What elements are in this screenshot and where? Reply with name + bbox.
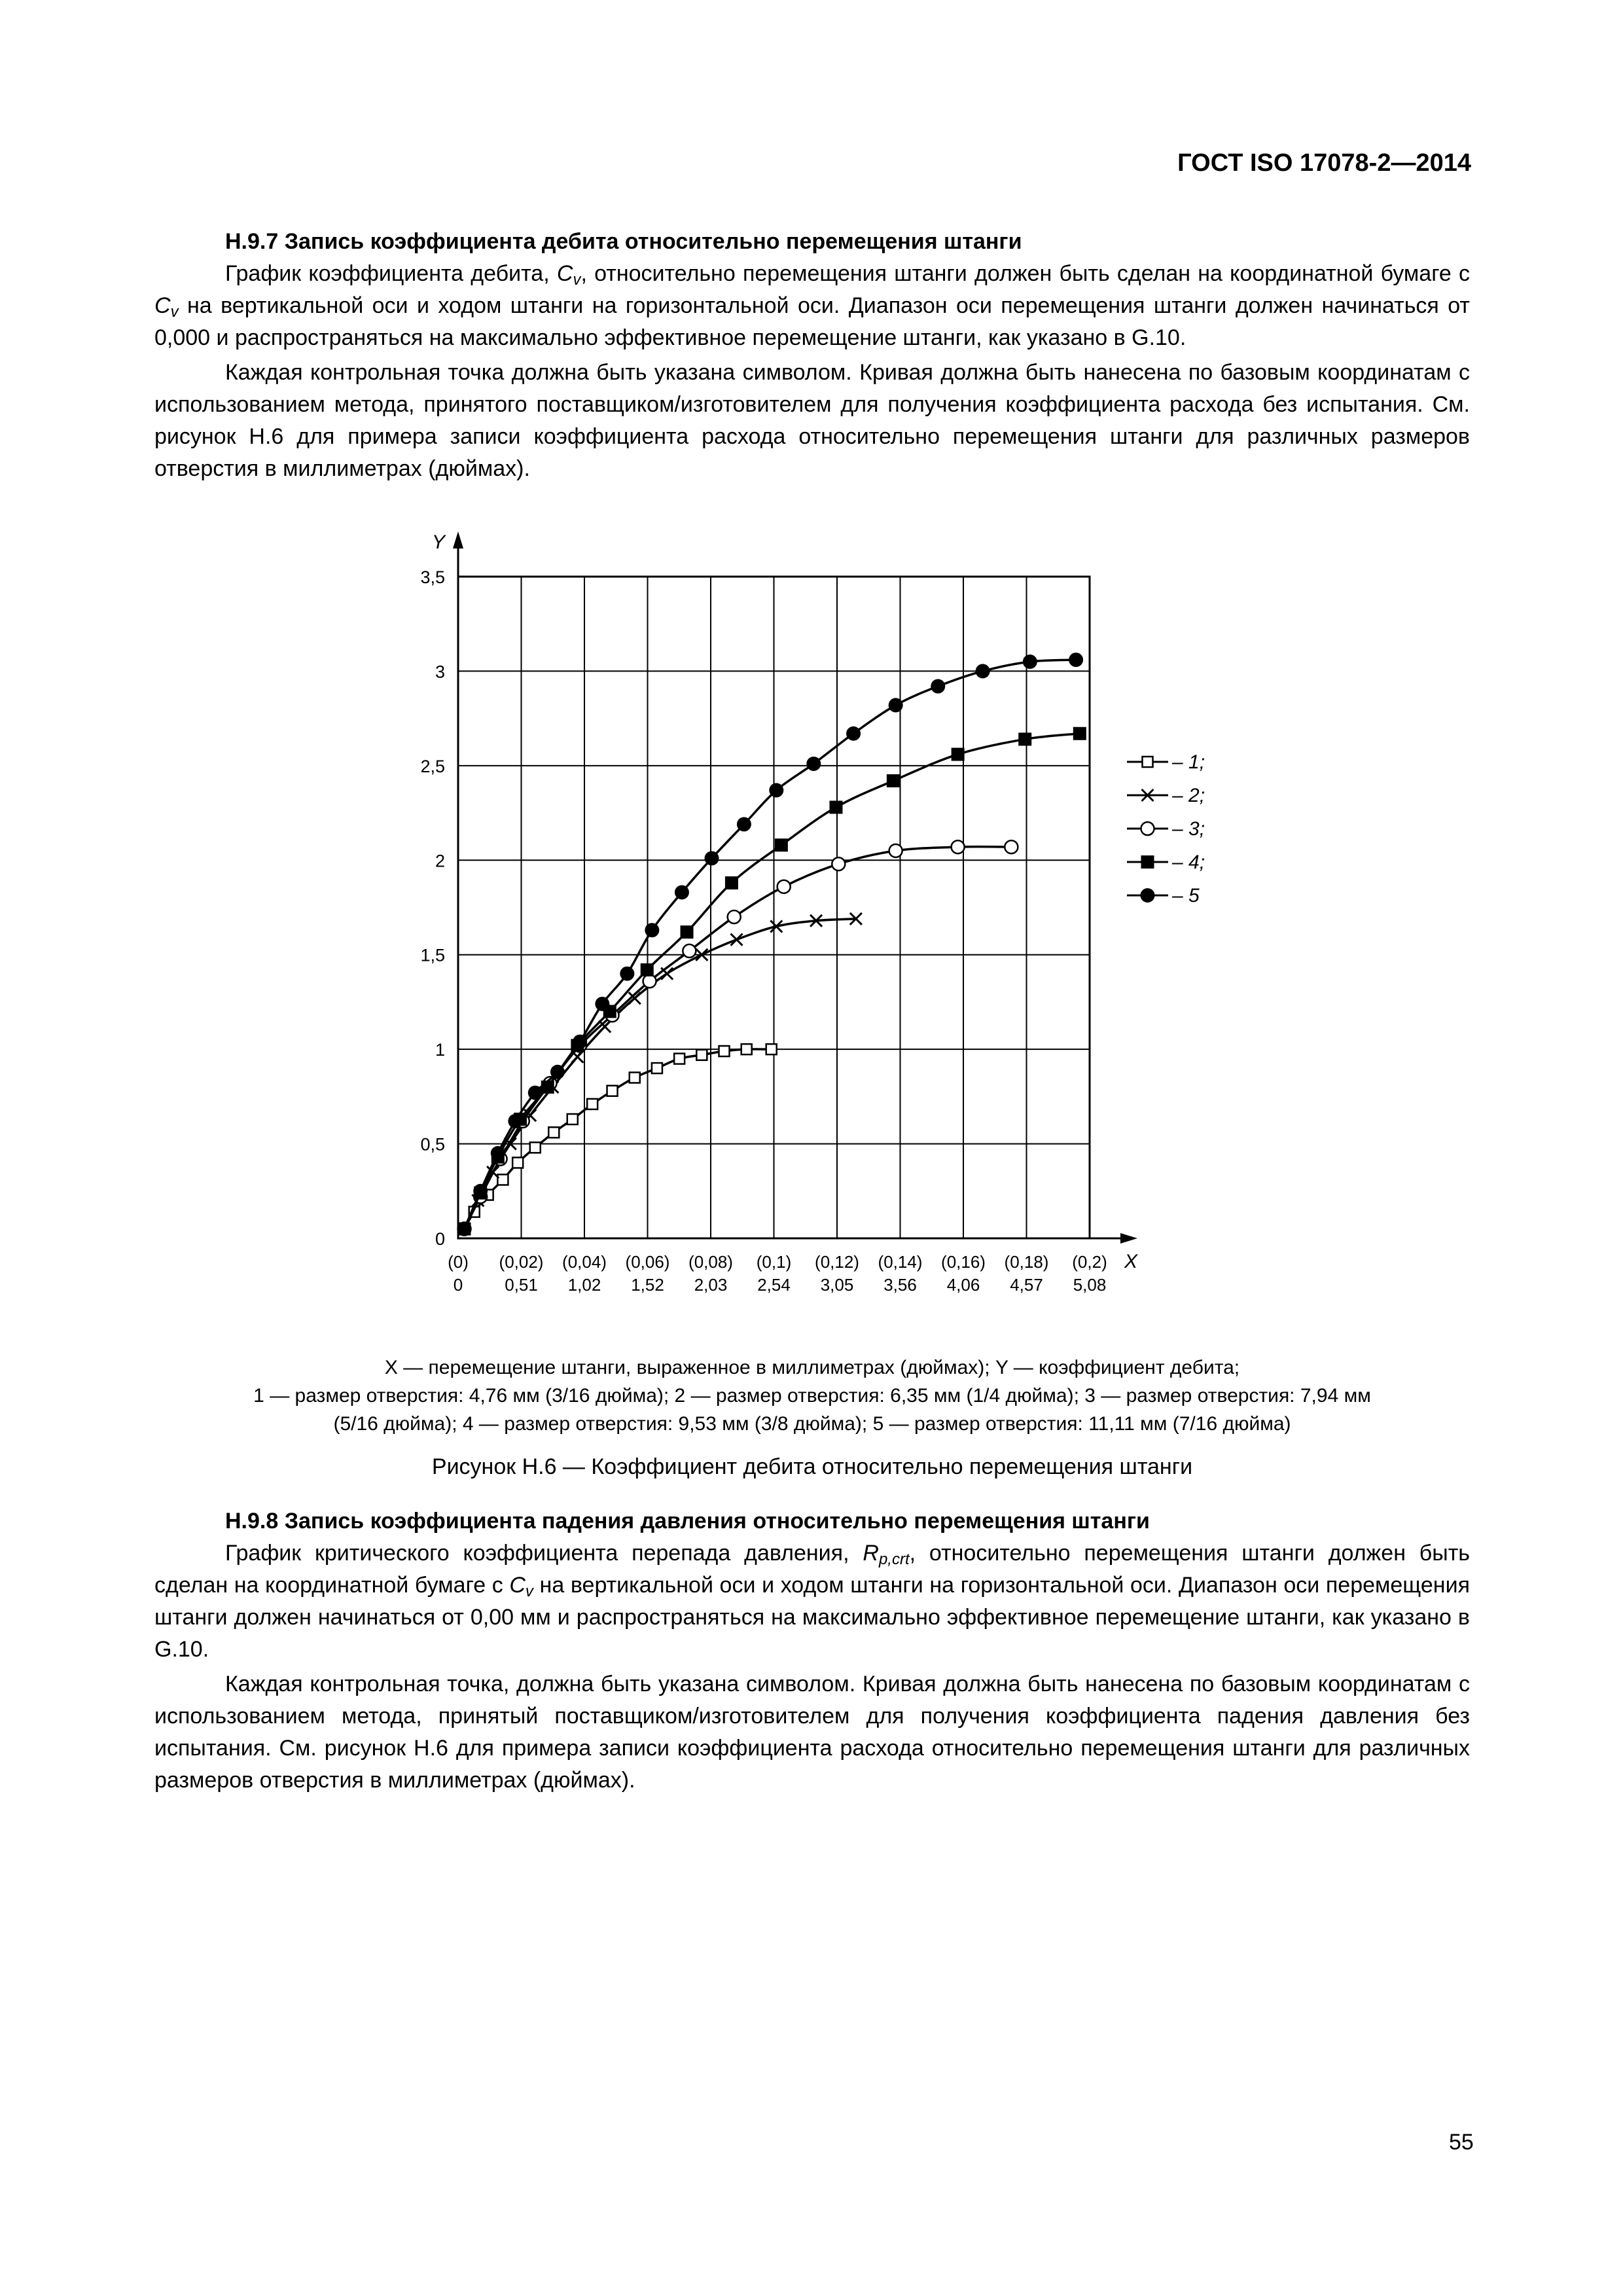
series-3-point: [606, 1009, 619, 1022]
series-5-point: [976, 664, 990, 678]
series-4-point: [1018, 732, 1031, 745]
series-1-point: [587, 1099, 597, 1109]
series-4-point: [829, 800, 842, 814]
series-3-point: [777, 880, 791, 893]
cv-symbol: $C_v$: [154, 293, 179, 321]
series-2-point: [458, 1223, 470, 1235]
legend-marker-3: [1141, 822, 1154, 835]
caption-line: 1 — размер отверстия: 4,76 мм (3/16 дюйма); 2 — размер отверстия: 6,35 мм (1/4 дюйма); 3 — размер отверстия: 7,94 мм: [253, 1385, 1371, 1407]
x-tick-label-in: (0,2): [1072, 1252, 1107, 1272]
series-5-point: [705, 851, 719, 865]
x-tick-label-in: (0,08): [688, 1252, 733, 1272]
x-tick-label-in: (0,02): [499, 1252, 544, 1272]
series-1-point: [674, 1054, 685, 1064]
series-2-point: [696, 949, 707, 961]
series-1-point: [696, 1050, 707, 1060]
x-tick-label-mm: 2,03: [694, 1275, 728, 1295]
legend-label-3: – 3;: [1172, 818, 1205, 840]
series-3-point: [544, 1077, 557, 1090]
x-tick-label-in: (0,1): [756, 1252, 792, 1272]
series-2-point: [770, 920, 782, 932]
series-5-point: [1069, 653, 1083, 667]
series-1-point: [483, 1190, 493, 1200]
text-run: График критического коэффициента перепада давления,: [225, 1541, 863, 1566]
series-5-point: [620, 967, 634, 981]
section-h97: [154, 226, 1470, 485]
x-tick-label-in: (0,12): [815, 1252, 859, 1272]
x-tick-label-mm: 1,52: [631, 1275, 664, 1295]
series-2-line: [464, 919, 855, 1229]
caption-line: X — перемещение штанги, выраженное в миллиметрах (дюймах); Y — коэффициент дебита;: [384, 1357, 1240, 1378]
page-number: 55: [1449, 2130, 1474, 2155]
text-run: на вертикальной оси и ходом штанги на горизонтальной оси. Диапазон оси перемещения штанги должен начинаться от 0,000 и распространяться на максимально эффективное перемещение штанги, как указано в G.10.: [154, 293, 1470, 350]
series-3-point: [516, 1115, 529, 1128]
figure-title: Рисунок Н.6 — Коэффициент дебита относительно перемещения штанги: [431, 1454, 1193, 1479]
series-4-point: [1073, 727, 1086, 740]
series-5-point: [889, 698, 903, 712]
series-4-point: [474, 1187, 487, 1200]
series-2-point: [472, 1194, 484, 1206]
series-5-point: [473, 1184, 488, 1198]
series-3-point: [1005, 840, 1018, 853]
x-tick-label-mm: 5,08: [1073, 1275, 1107, 1295]
series-3-point: [494, 1153, 507, 1166]
document-code: ГОСТ ISO 17078-2—2014: [1177, 149, 1471, 177]
series-4-point: [681, 925, 694, 939]
series-5-point: [491, 1146, 505, 1160]
y-tick-label: 0,5: [420, 1134, 445, 1155]
x-tick-label-in: (0,04): [562, 1252, 607, 1272]
legend-label-1: – 1;: [1172, 751, 1205, 773]
series-1-point: [567, 1114, 578, 1124]
y-tick-label: 2: [435, 851, 445, 871]
series-2-point: [850, 913, 862, 925]
series-3-point: [573, 1039, 586, 1052]
text-run: , относительно перемещения штанги должен быть сделан на координатной бумаге с: [580, 261, 1470, 286]
series-2-point: [810, 915, 822, 927]
series-5-point: [675, 885, 689, 899]
series-4-point: [641, 963, 654, 977]
series-5-point: [769, 783, 783, 797]
series-2-point: [505, 1138, 516, 1150]
series-3-point: [643, 975, 656, 988]
x-tick-label-mm: 3,56: [883, 1275, 917, 1295]
x-axis-arrow: [1120, 1233, 1137, 1244]
x-tick-label-mm: 4,57: [1010, 1275, 1043, 1295]
x-tick-label-mm: 3,05: [820, 1275, 854, 1295]
figure-legend-caption: [154, 1354, 1470, 1438]
series-2-point: [487, 1166, 499, 1178]
series-1-point: [741, 1044, 752, 1054]
series-5-point: [508, 1114, 522, 1128]
caption-line: (5/16 дюйма); 4 — размер отверстия: 9,53 мм (3/8 дюйма); 5 — размер отверстия: 11,11 мм (7/16 дюйма): [333, 1413, 1291, 1435]
series-1-point: [630, 1072, 640, 1083]
series-5-point: [573, 1035, 587, 1049]
series-5-point: [931, 679, 945, 694]
x-axis-label: X: [1124, 1251, 1138, 1272]
legend-label-4: – 4;: [1172, 852, 1205, 873]
series-4-point: [514, 1113, 527, 1126]
series-3-point: [474, 1190, 487, 1203]
x-tick-label-in: (0,14): [878, 1252, 923, 1272]
legend-marker-4: [1141, 855, 1154, 869]
series-3-point: [683, 944, 696, 958]
x-tick-label-in: (0,16): [941, 1252, 986, 1272]
paragraph-h97-1: [154, 258, 1470, 354]
series-4-point: [541, 1081, 554, 1094]
series-5-point: [806, 757, 821, 771]
series-4-point: [775, 838, 788, 852]
x-tick-label-in: (0,18): [1004, 1252, 1049, 1272]
series-4-line: [464, 734, 1079, 1229]
section-h98: [154, 1505, 1470, 1797]
series-5-point: [550, 1065, 565, 1079]
series-4-point: [491, 1151, 505, 1164]
r-symbol: $R_{p,crt}$: [863, 1541, 910, 1568]
series-4-point: [603, 1005, 616, 1018]
y-tick-label: 2,5: [420, 756, 445, 776]
series-3-point: [889, 844, 902, 857]
x-tick-label-in: (0,06): [625, 1252, 670, 1272]
series-1-point: [766, 1044, 777, 1054]
series-5-point: [457, 1222, 471, 1236]
y-tick-label: 3,5: [420, 567, 445, 587]
cv-symbol: $C_v$: [556, 261, 581, 289]
y-tick-label: 0: [435, 1229, 445, 1249]
x-tick-label-in: (0): [448, 1252, 469, 1272]
series-4-point: [571, 1039, 584, 1052]
series-1-point: [719, 1046, 730, 1056]
series-4-point: [725, 876, 738, 889]
series-3-point: [952, 840, 965, 853]
series-4-point: [887, 774, 900, 787]
series-2-point: [571, 1051, 583, 1063]
text-run: на вертикальной оси и ходом штанги на горизонтальной оси. Диапазон оси перемещения штанги должен начинаться от 0,00 мм и распространяться на максимально эффективное перемещение штанги, как указано в G.10.: [154, 1573, 1470, 1662]
x-tick-label-mm: 1,02: [567, 1275, 601, 1295]
y-tick-label: 3: [435, 662, 445, 682]
text-run: График коэффициента дебита,: [225, 261, 557, 286]
series-2-point: [731, 934, 743, 946]
legend-label-5: – 5: [1172, 885, 1200, 906]
series-1-point: [512, 1157, 523, 1168]
series-2-point: [599, 1020, 611, 1032]
series-1-point: [652, 1063, 662, 1073]
y-axis-arrow: [453, 531, 463, 548]
plot-frame: [458, 577, 1090, 1238]
x-tick-label-mm: 0: [453, 1275, 463, 1295]
series-2-point: [629, 992, 641, 1004]
series-5-point: [846, 726, 861, 741]
legend-marker-5: [1141, 888, 1155, 903]
cv-symbol: $C_v$: [509, 1573, 533, 1600]
series-5-point: [528, 1086, 543, 1100]
series-5-point: [1023, 655, 1037, 669]
section-heading-h97: Н.9.7 Запись коэффициента дебита относительно перемещения штанги: [225, 229, 1022, 254]
series-1-line: [464, 1049, 771, 1229]
legend-marker-1: [1143, 757, 1153, 767]
paragraph-h98-1: [154, 1537, 1470, 1666]
series-2-point: [661, 968, 673, 980]
legend-label-2: – 2;: [1172, 785, 1205, 806]
series-5-point: [595, 997, 609, 1011]
series-4-point: [952, 748, 965, 761]
series-1-point: [548, 1127, 559, 1138]
series-5-point: [645, 923, 659, 937]
section-heading-h98: Н.9.8 Запись коэффициента падения давления относительно перемещения штанги: [225, 1509, 1150, 1534]
y-tick-label: 1,5: [420, 945, 445, 965]
x-tick-label-mm: 0,51: [505, 1275, 538, 1295]
series-2-point: [524, 1109, 536, 1121]
paragraph-h98-2: Каждая контрольная точка, должна быть указана символом. Кривая должна быть нанесена по базовым координатам с использованием метода, принятый поставщиком/изготовителем для получения коэффициента падения давления без испытания. См. рисунок Н.6 для примера записи коэффициента расхода относительно перемещения штанги для различных размеров отверстия в миллиметрах (дюймах).: [154, 1672, 1470, 1793]
series-1-point: [530, 1142, 541, 1153]
series-5-line: [464, 660, 1076, 1229]
series-1-point: [469, 1207, 480, 1217]
text-run: , относительно перемещения штанги должен быть сделан на координатной бумаге с: [154, 1541, 1471, 1598]
legend-marker-2: [1142, 789, 1154, 801]
series-5-point: [737, 817, 751, 831]
series-3-line: [464, 847, 1011, 1229]
series-3-point: [832, 857, 845, 870]
series-1-point: [459, 1224, 469, 1234]
series-4-point: [457, 1223, 471, 1236]
series-1-point: [607, 1086, 618, 1096]
series-3-point: [457, 1223, 471, 1236]
y-tick-label: 1: [435, 1040, 445, 1060]
series-3-point: [728, 910, 741, 924]
series-2-point: [546, 1081, 558, 1093]
y-axis-label: Y: [431, 531, 446, 553]
x-tick-label-mm: 4,06: [946, 1275, 980, 1295]
series-1-point: [497, 1174, 508, 1185]
x-tick-label-mm: 2,54: [757, 1275, 791, 1295]
paragraph-h97-2: Каждая контрольная точка должна быть указана символом. Кривая должна быть нанесена по базовым координатам с использованием метода, принятого поставщиком/изготовителем для получения коэффициента расхода без испытания. См. рисунок Н.6 для примера записи коэффициента расхода относительно перемещения штанги для различных размеров отверстия в миллиметрах (дюймах).: [154, 360, 1470, 481]
